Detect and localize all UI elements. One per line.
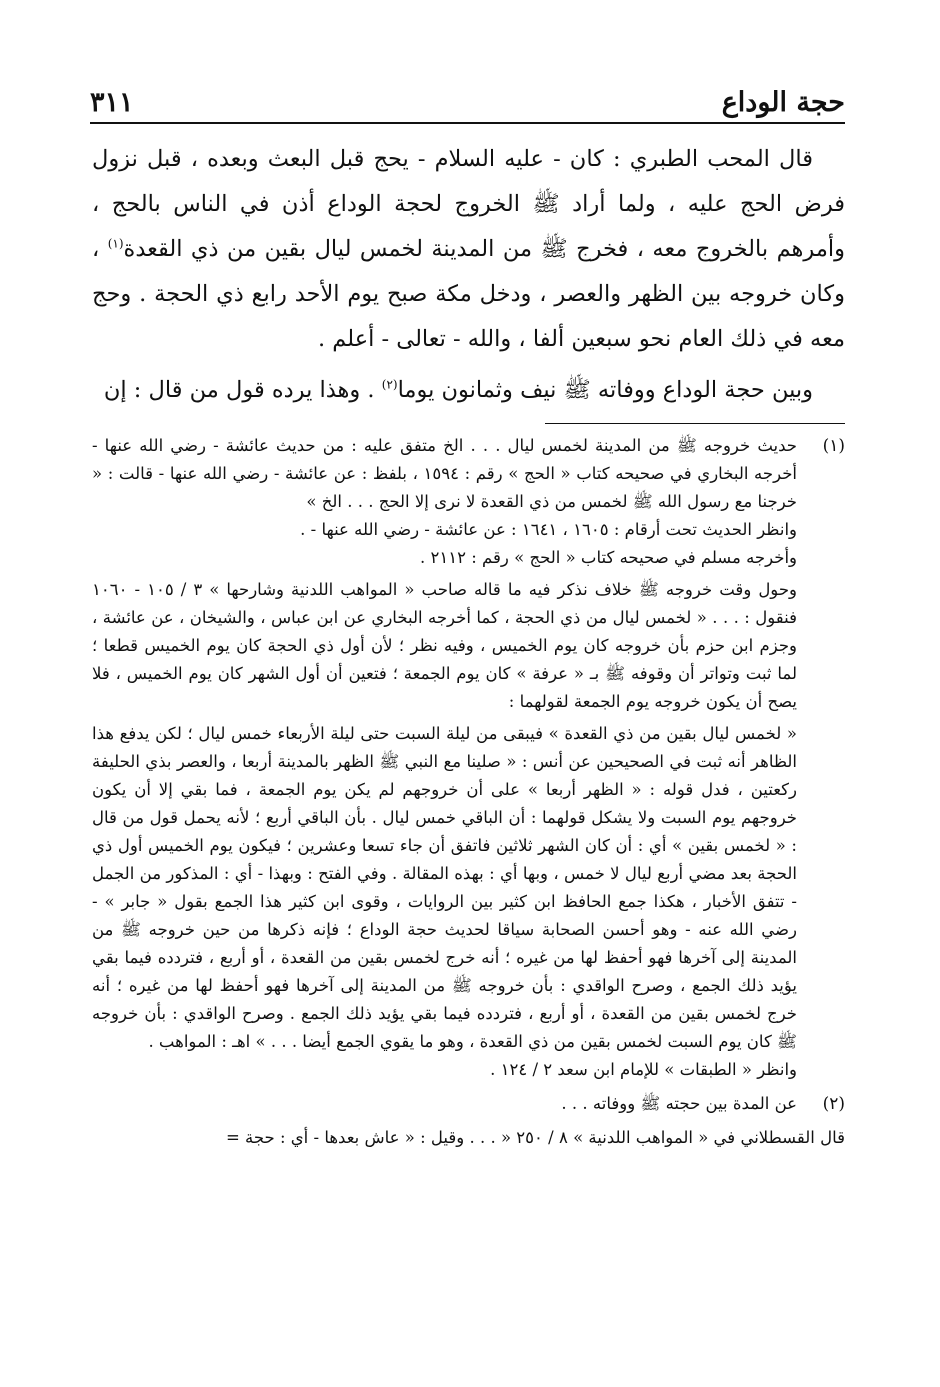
main-text bbox=[92, 137, 845, 413]
main-paragraph-2-rest: . وهذا يرده قول من قال : إن bbox=[103, 377, 382, 403]
main-paragraph-1 bbox=[92, 137, 845, 362]
main-paragraph-2-text: وبين حجة الوداع ووفاته ﷺ نيف وثمانون يوما bbox=[397, 377, 813, 403]
footnote-1-line: وانظر الحديث تحت أرقام : ١٦٠٥ ، ١٦٤١ : عن عائشة - رضي الله عنها - . bbox=[300, 520, 797, 539]
footnote-2-number: (٢) bbox=[822, 1094, 845, 1114]
footnote-1-paragraph-2: وحول وقت خروجه ﷺ خلاف نذكر فيه ما قاله صاحب « المواهب اللدنية وشارحها » ٣ / ١٠٥ - ١٠٦٠ فنقول : . . . « لخمس ليال من ذي الحجة ، كما أخرجه البخاري عن ابن عباس ، والشيخان ، عن عائشة ، وجزم ابن حزم بأن خروجه كان يوم الخميس ، وفيه نظر ؛ لأن أول ذي الحجة كان يوم الخميس قطعا ؛ لما ثبت وتواتر أن وقوفه ﷺ بـ « عرفة » كان يوم الجمعة ؛ فتعين أن أول الشهر كان يوم الخميس ، فلا يصح أن يكون خروجه يوم الجمعة لقولهما : bbox=[92, 580, 798, 711]
footnote-1-body bbox=[92, 432, 797, 1084]
footnotes bbox=[92, 432, 845, 1152]
footnote-1 bbox=[92, 432, 845, 1084]
footnote-1-number: (١) bbox=[822, 436, 845, 456]
footnote-1-line: حديث خروجه ﷺ من المدينة لخمس ليال . . . الخ متفق عليه : من حديث عائشة - رضي الله عنها - أخرجه البخاري في صحيحه كتاب « الحج » رقم : ١٥٩٤ ، بلفظ : عن عائشة - رضي الله عنها - قالت : « خرجنا مع رسول الله ﷺ لخمس من ذي القعدة لا نرى إلا الحج . . . الخ » bbox=[92, 436, 797, 511]
footnote-2 bbox=[92, 1090, 845, 1118]
footnote-separator bbox=[545, 423, 845, 424]
footnote-1-line: وأخرجه مسلم في صحيحه كتاب « الحج » رقم : ٢١١٢ . bbox=[420, 548, 797, 567]
main-paragraph-1-text: قال المحب الطبري : كان - عليه السلام - يحج قبل البعث وبعده ، قبل نزول فرض الحج عليه ، ولما أراد ﷺ الخروج لحجة الوداع أذن في الناس بالحج ، وأمرهم بالخروج معه ، فخرج ﷺ من المدينة لخمس ليال بقين من ذي القعدة bbox=[92, 146, 845, 262]
page-number: ٣١١ bbox=[90, 87, 134, 118]
footnote-2-line: عن المدة بين حجته ﷺ ووفاته . . . bbox=[561, 1094, 797, 1113]
main-paragraph-1-rest: ، وكان خروجه بين الظهر والعصر ، ودخل مكة صبح يوم الأحد رابع ذي الحجة . وحج معه في ذلك العام نحو سبعين ألفا ، والله - تعالى - أعلم . bbox=[92, 236, 845, 352]
footnote-ref-1: (١) bbox=[107, 236, 124, 251]
running-header bbox=[90, 82, 845, 124]
footnote-1-last-line: وانظر « الطبقات » للإمام ابن سعد ٢ / ١٢٤ . bbox=[490, 1060, 797, 1079]
footnote-1-paragraph-3: « لخمس ليال بقين من ذي القعدة » فيبقى من ليلة السبت حتى ليلة الأربعاء خمس ليال ؛ لكن يدفع هذا الظاهر أنه ثبت في الصحيحين عن أنس : « صلينا مع النبي ﷺ الظهر بالمدينة أربعا ، والعصر بذي الحليفة ركعتين ، فدل قوله : « الظهر أربعا » على أن خروجهم لم يكن يوم الجمعة ، فما بقي إلا أن يكون خروجهم يوم السبت ولا يشكل قولهما : أن الباقي خمس ليال . بأن الباقي أربع ؛ لأنه يحمل قول من قال : « لخمس بقين » أي : أن كان الشهر ثلاثين فاتفق أن جاء تسعا وعشرين ؛ فيكون يوم الخميس أول ذي الحجة بعد مضي أربع ليال لا خمس ، وبها أي : بهذه المقالة . وفي الفتح : وبهذا - أي : المذكور من الجمل - تتفق الأخبار ، هكذا جمع الحافظ ابن كثير بين الروايات ، وقوى ابن كثير هذا الجمع بقول « جابر » - رضي الله عنه - وهو أحسن الصحابة سياقا لحديث حجة الوداع ؛ فإنه ذكرها من حين خروجه ﷺ من المدينة إلى آخرها فهو أحفظ لها من غيره ؛ أنه خرج لخمس بقين من القعدة ، أو أربع ، فتردده فيما بقي يؤيد ذلك الجمع ، وصرح الواقدي : بأن خروجه ﷺ من المدينة إلى آخرها فهو أحفظ لها من غيره ؛ أنه خرج لخمس بقين من القعدة ، أو أربع ، فتردده فيما بقي يؤيد ذلك الجمع . وصرح الواقدي : بأن خروجه ﷺ كان يوم السبت لخمس بقين من ذي القعدة ، وهو ما يقوي الجمع أيضا . . . » اهـ : المواهب . bbox=[92, 724, 797, 1051]
footnote-2-body bbox=[92, 1090, 797, 1118]
running-title: حجة الوداع bbox=[721, 87, 845, 118]
main-paragraph-2 bbox=[92, 368, 845, 413]
footnote-2-continuation: قال القسطلاني في « المواهب اللدنية » ٨ / ٢٥٠ « . . . وقيل : « عاش بعدها - أي : حجة = bbox=[225, 1128, 845, 1147]
footnote-ref-2: (٢) bbox=[381, 377, 398, 392]
